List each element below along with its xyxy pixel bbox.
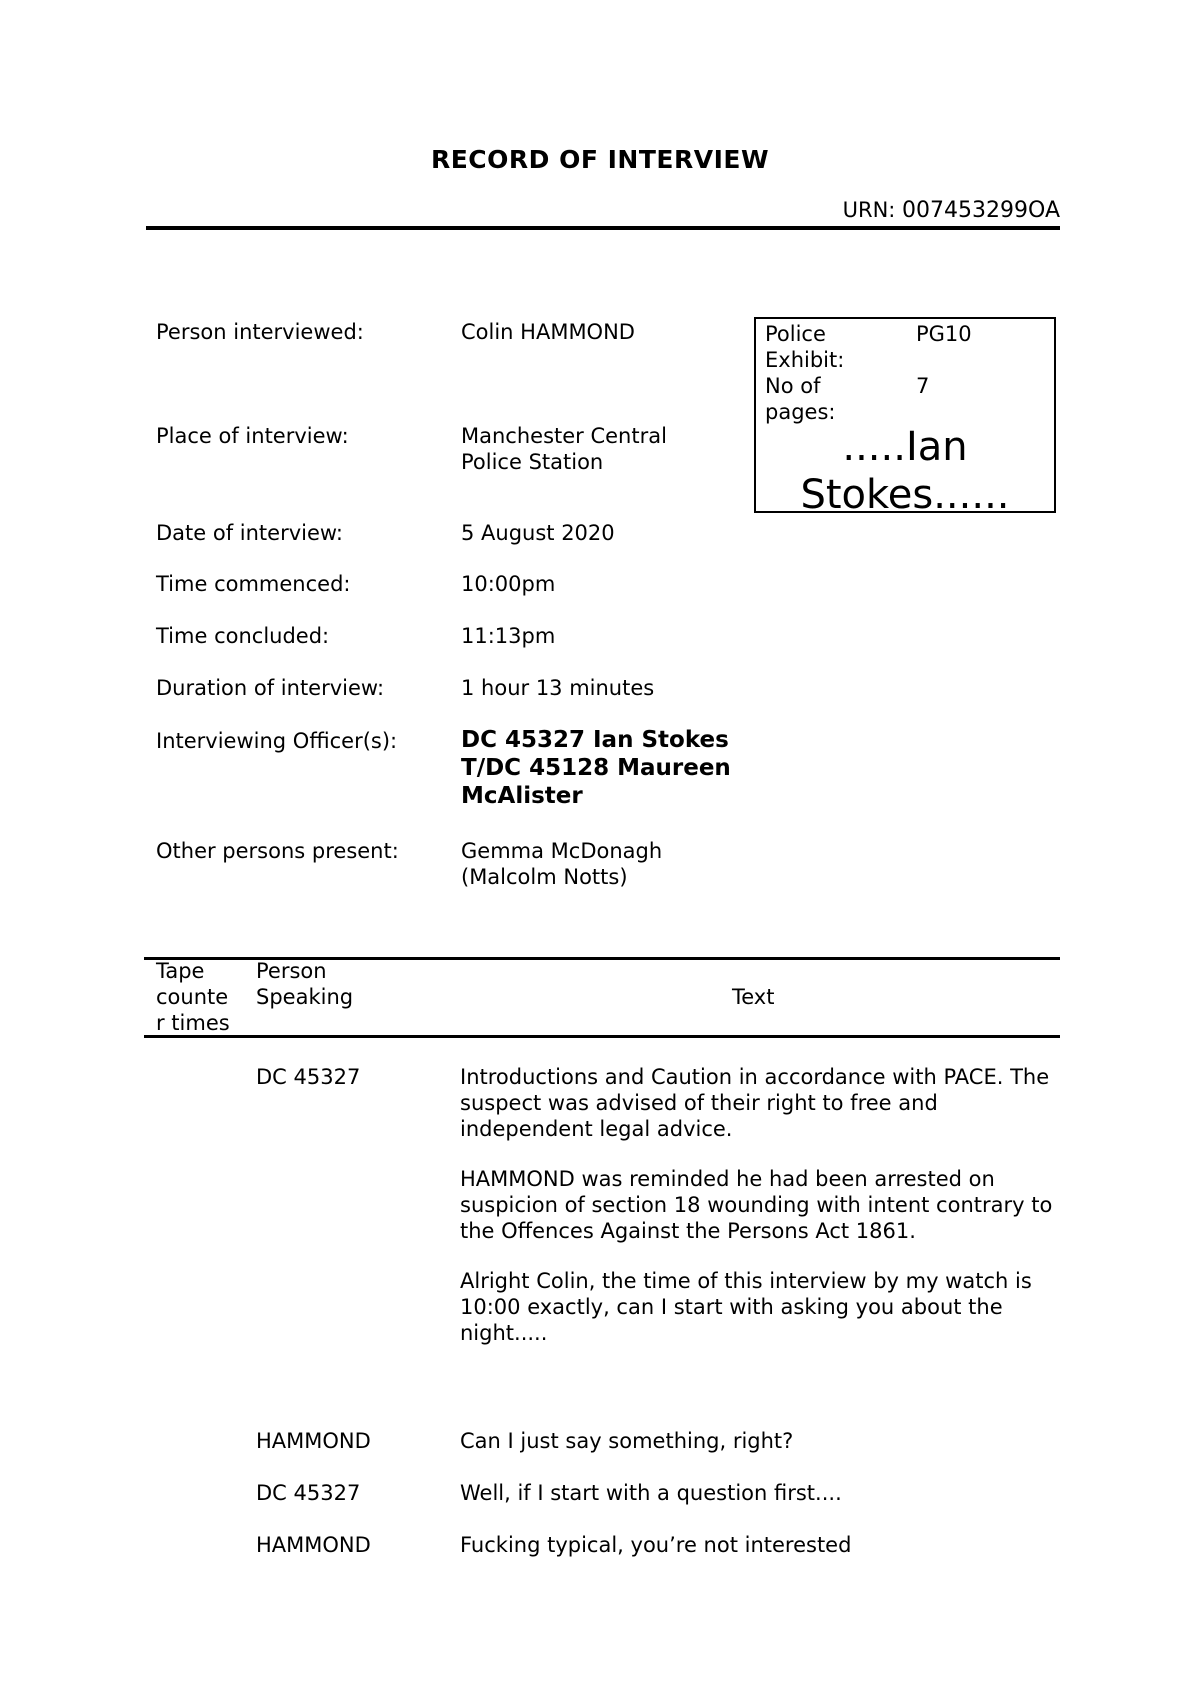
table-header-rule bbox=[144, 1035, 1060, 1038]
place-of-interview-value: Manchester Central Police Station bbox=[461, 424, 667, 474]
row-2-speaker: HAMMOND bbox=[256, 1429, 371, 1453]
officer-signature: .....Ian Stokes...... bbox=[800, 424, 1010, 518]
urn-value: 007453299OA bbox=[902, 198, 1060, 223]
police-exhibit-box bbox=[754, 317, 1056, 518]
row-3-text: Well, if I start with a question first.... bbox=[460, 1481, 842, 1505]
date-of-interview-label: Date of interview: bbox=[156, 521, 344, 545]
row-3-speaker: DC 45327 bbox=[256, 1481, 361, 1505]
time-concluded-value: 11:13pm bbox=[461, 624, 556, 648]
interviewing-officers-label: Interviewing Officer(s): bbox=[156, 729, 398, 753]
row-4-text: Fucking typical, you’re not interested bbox=[460, 1533, 852, 1557]
pages-value: 7 bbox=[916, 374, 930, 398]
row-1-paragraph-3: Alright Colin, the time of this interview by my watch is 10:00 exactly, can I start with asking you about the night..... bbox=[460, 1269, 1032, 1345]
urn bbox=[843, 198, 1060, 223]
document-title: RECORD OF INTERVIEW bbox=[430, 145, 770, 174]
header-person-speaking: Person Speaking bbox=[256, 959, 354, 1009]
header-tape-counter: Tape counte r times bbox=[156, 959, 230, 1035]
duration-label: Duration of interview: bbox=[156, 676, 385, 700]
pages-label: No of pages: bbox=[765, 374, 836, 424]
other-persons-label: Other persons present: bbox=[156, 839, 399, 863]
row-1-speaker: DC 45327 bbox=[256, 1065, 361, 1089]
exhibit-value: PG10 bbox=[916, 322, 972, 346]
person-interviewed-label: Person interviewed: bbox=[156, 320, 364, 344]
row-1-paragraph-1: Introductions and Caution in accordance with PACE. The suspect was advised of their right to free and independent legal advice. bbox=[460, 1065, 1050, 1141]
row-1-text bbox=[460, 1064, 1060, 1370]
row-2-text: Can I just say something, right? bbox=[460, 1429, 794, 1453]
place-of-interview-label: Place of interview: bbox=[156, 424, 349, 448]
urn-label: URN: bbox=[842, 198, 896, 222]
time-commenced-label: Time commenced: bbox=[156, 572, 351, 596]
time-commenced-value: 10:00pm bbox=[461, 572, 556, 596]
other-persons-value: Gemma McDonagh (Malcolm Notts) bbox=[461, 839, 663, 889]
header-divider bbox=[146, 226, 1060, 230]
exhibit-label: Police Exhibit: bbox=[765, 322, 845, 372]
header-text: Text bbox=[732, 985, 775, 1009]
row-1-paragraph-2: HAMMOND was reminded he had been arrested on suspicion of section 18 wounding with intent contrary to the Offences Against the Persons Act 1861. bbox=[460, 1167, 1053, 1243]
interviewing-officers-value: DC 45327 Ian Stokes T/DC 45128 Maureen McAlister bbox=[461, 727, 731, 809]
row-4-speaker: HAMMOND bbox=[256, 1533, 371, 1557]
date-of-interview-value: 5 August 2020 bbox=[461, 521, 615, 545]
duration-value: 1 hour 13 minutes bbox=[461, 676, 655, 700]
time-concluded-label: Time concluded: bbox=[156, 624, 330, 648]
person-interviewed-value: Colin HAMMOND bbox=[461, 320, 635, 344]
